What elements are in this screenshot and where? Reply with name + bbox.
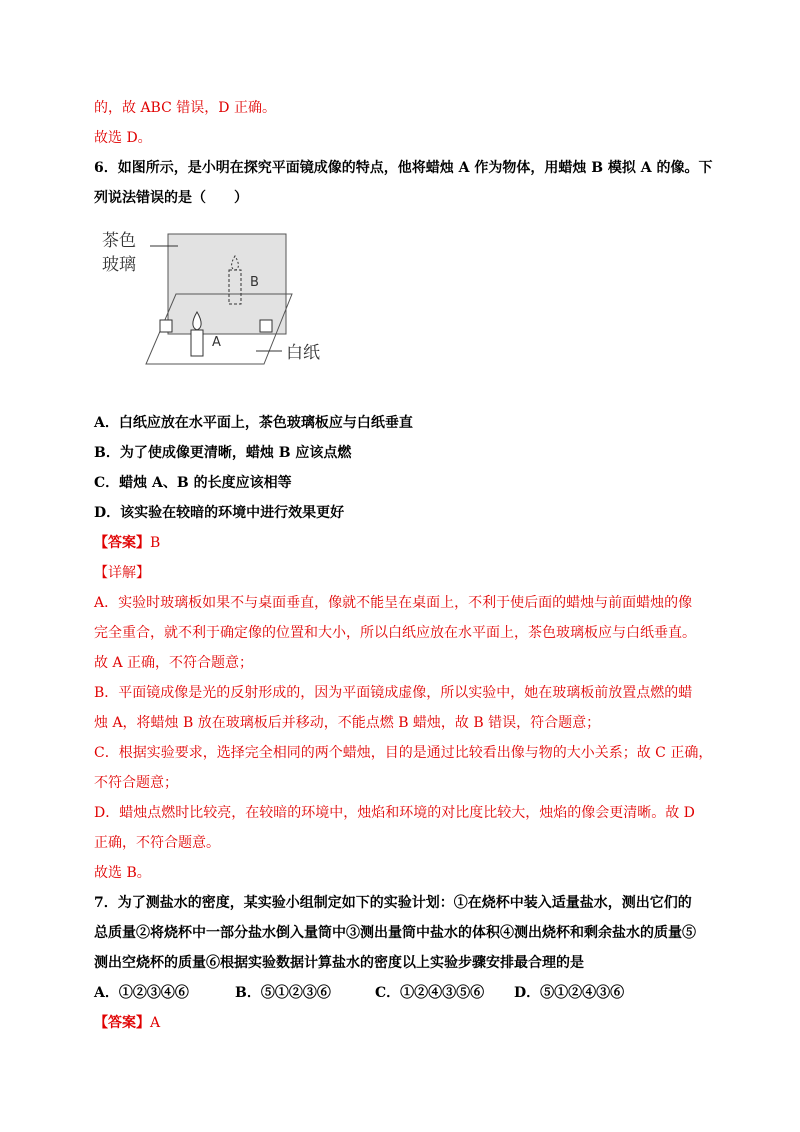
- figure-label-glass-2: 玻璃: [102, 255, 136, 275]
- q7-answer: [94, 1013, 160, 1033]
- q7-options: [94, 983, 714, 1003]
- prev-answer-line-2: 故选 D。: [94, 130, 152, 146]
- q6-detail-line: 故选 B。: [94, 865, 151, 881]
- figure-label-glass-1: 茶色: [102, 231, 136, 251]
- answer-bracket: 【答案】: [94, 1015, 150, 1031]
- q6-detail-line: D．蜡烛点燃时比较亮，在较暗的环境中，烛焰和环境的对比度比较大，烛焰的像会更清晰。故 D: [94, 805, 695, 821]
- figure-label-paper: 白纸: [286, 343, 320, 363]
- q6-detail-line: 故 A 正确，不符合题意；: [94, 655, 254, 671]
- q7-option-c: C．①②④③⑤⑥: [375, 985, 485, 1001]
- right-support-block: [260, 320, 272, 332]
- answer-value: B: [150, 535, 161, 551]
- q6-detail-line: A．实验时玻璃板如果不与桌面垂直，像就不能呈在桌面上，不利于使后面的蜡烛与前面蜡烛的像: [94, 595, 693, 611]
- q6-detail-heading: 【详解】: [94, 565, 150, 581]
- q6-detail-line: 完全重合，就不利于确定像的位置和大小，所以白纸应放在水平面上，茶色玻璃板应与白纸垂直。: [94, 625, 696, 641]
- answer-value: A: [150, 1015, 161, 1031]
- answer-bracket: 【答案】: [94, 535, 150, 551]
- q6-option-a: A．白纸应放在水平面上，茶色玻璃板应与白纸垂直: [94, 415, 413, 431]
- q7-stem-line-3: 测出空烧杯的质量⑥根据实验数据计算盐水的密度以上实验步骤安排最合理的是: [94, 955, 584, 971]
- mirror-experiment-diagram: [96, 224, 336, 372]
- q6-option-d: D．该实验在较暗的环境中进行效果更好: [94, 505, 345, 521]
- prev-answer-line-1: 的，故 ABC 错误，D 正确。: [94, 100, 276, 116]
- q7-option-a: A．①②③④⑥: [94, 985, 189, 1001]
- q7-option-b: B．⑤①②③⑥: [235, 985, 331, 1001]
- left-support-block: [160, 320, 172, 332]
- figure-label-b: B: [250, 275, 259, 290]
- q6-stem-line-1: 6．如图所示，是小明在探究平面镜成像的特点，他将蜡烛 A 作为物体，用蜡烛 B 模拟 A 的像。下: [94, 160, 713, 176]
- glass-plate-shape: [168, 234, 286, 334]
- q6-stem-line-2: 列说法错误的是（ ）: [94, 190, 248, 206]
- q6-detail-line: 正确，不符合题意。: [94, 835, 220, 851]
- mirror-experiment-figure: [96, 224, 336, 372]
- q6-detail-line: C．根据实验要求，选择完全相同的两个蜡烛，目的是通过比较看出像与物的大小关系；故 C 正确，: [94, 745, 713, 761]
- q6-answer: [94, 533, 160, 553]
- q6-detail-line: 烛 A，将蜡烛 B 放在玻璃板后并移动，不能点燃 B 蜡烛，故 B 错误，符合题意；: [94, 715, 601, 731]
- figure-label-a: A: [212, 335, 221, 350]
- q6-detail-line: 不符合题意；: [94, 775, 178, 791]
- q7-option-d: D．⑤①②④③⑥: [514, 985, 625, 1001]
- q6-option-b: B．为了使成像更清晰，蜡烛 B 应该点燃: [94, 445, 352, 461]
- candle-a-shape: [191, 330, 203, 356]
- q7-stem-line-1: 7．为了测盐水的密度，某实验小组制定如下的实验计划：①在烧杯中装入适量盐水，测出它们的: [94, 895, 692, 911]
- q6-option-c: C．蜡烛 A、B 的长度应该相等: [94, 475, 292, 491]
- q6-detail-line: B．平面镜成像是光的反射形成的，因为平面镜成虚像，所以实验中，她在玻璃板前放置点燃的蜡: [94, 685, 693, 701]
- q7-stem-line-2: 总质量②将烧杯中一部分盐水倒入量筒中③测出量筒中盐水的体积④测出烧杯和剩余盐水的质量⑤: [94, 925, 696, 941]
